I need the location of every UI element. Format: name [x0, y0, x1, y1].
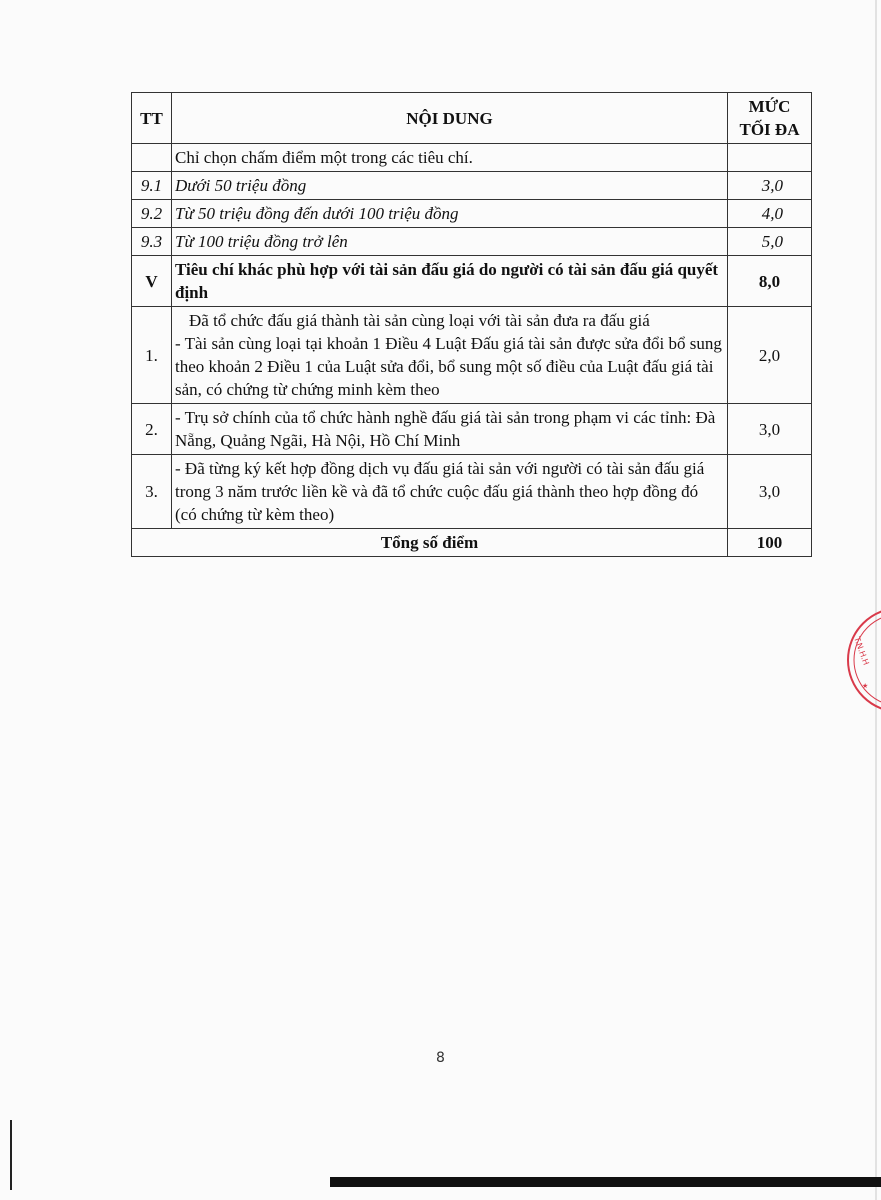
- table-row: [132, 200, 812, 228]
- table-row: [132, 404, 812, 455]
- row-tt: 3.: [132, 455, 172, 529]
- table-row: [132, 228, 812, 256]
- table-row: [132, 307, 812, 404]
- svg-text:T.N.H.H: T.N.H.H: [852, 635, 871, 667]
- row-max: 3,0: [728, 404, 812, 455]
- svg-text:★: ★: [862, 682, 869, 690]
- header-max: [728, 93, 812, 144]
- row-content: Dưới 50 triệu đồng: [172, 172, 728, 200]
- row-tt: [132, 144, 172, 172]
- scan-edge-left: [10, 1120, 12, 1190]
- total-label: Tổng số điểm: [132, 529, 728, 557]
- row-max: 2,0: [728, 307, 812, 404]
- table-row-section: [132, 256, 812, 307]
- header-max-line2: TỐI ĐA: [739, 120, 800, 139]
- table-header-row: [132, 93, 812, 144]
- header-tt: TT: [132, 93, 172, 144]
- row-content-line: Đã tổ chức đấu giá thành tài sản cùng loại với tài sản đưa ra đấu giá: [189, 311, 650, 330]
- table-total-row: [132, 529, 812, 557]
- row-content: Từ 50 triệu đồng đến dưới 100 triệu đồng: [172, 200, 728, 228]
- row-tt: 9.1: [132, 172, 172, 200]
- header-max-line1: MỨC: [748, 97, 791, 116]
- row-content: [172, 307, 728, 404]
- row-content: - Trụ sở chính của tổ chức hành nghề đấu giá tài sản trong phạm vi các tỉnh: Đà Nẵng, Quảng Ngãi, Hà Nội, Hồ Chí Minh: [172, 404, 728, 455]
- row-max: 3,0: [728, 455, 812, 529]
- table-row: [132, 455, 812, 529]
- row-content: Từ 100 triệu đồng trở lên: [172, 228, 728, 256]
- total-value: 100: [728, 529, 812, 557]
- page-number: 8: [436, 1050, 445, 1066]
- scan-edge-bottom: [330, 1177, 881, 1187]
- row-content: - Đã từng ký kết hợp đồng dịch vụ đấu giá tài sản với người có tài sản đấu giá trong 3 năm trước liền kề và đã tổ chức cuộc đấu giá thành theo hợp đồng đó (có chứng từ kèm theo): [172, 455, 728, 529]
- row-tt: 1.: [132, 307, 172, 404]
- header-content: NỘI DUNG: [172, 93, 728, 144]
- row-tt: V: [132, 256, 172, 307]
- table-row: [132, 144, 812, 172]
- row-tt: 9.2: [132, 200, 172, 228]
- row-max: 8,0: [728, 256, 812, 307]
- scoring-table: [131, 92, 812, 557]
- table-row: [132, 172, 812, 200]
- row-content-line: - Tài sản cùng loại tại khoản 1 Điều 4 Luật Đấu giá tài sản được sửa đổi bổ sung theo khoản 2 Điều 1 của Luật sửa đổi, bổ sung một số điều của Luật đấu giá tài sản, có chứng từ chứng minh kèm theo: [175, 334, 722, 399]
- row-max: [728, 144, 812, 172]
- company-stamp-icon: [842, 590, 881, 730]
- row-max: 4,0: [728, 200, 812, 228]
- row-max: 5,0: [728, 228, 812, 256]
- row-content: Chỉ chọn chấm điểm một trong các tiêu chí.: [172, 144, 728, 172]
- row-content: Tiêu chí khác phù hợp với tài sản đấu giá do người có tài sản đấu giá quyết định: [172, 256, 728, 307]
- row-tt: 9.3: [132, 228, 172, 256]
- row-max: 3,0: [728, 172, 812, 200]
- row-tt: 2.: [132, 404, 172, 455]
